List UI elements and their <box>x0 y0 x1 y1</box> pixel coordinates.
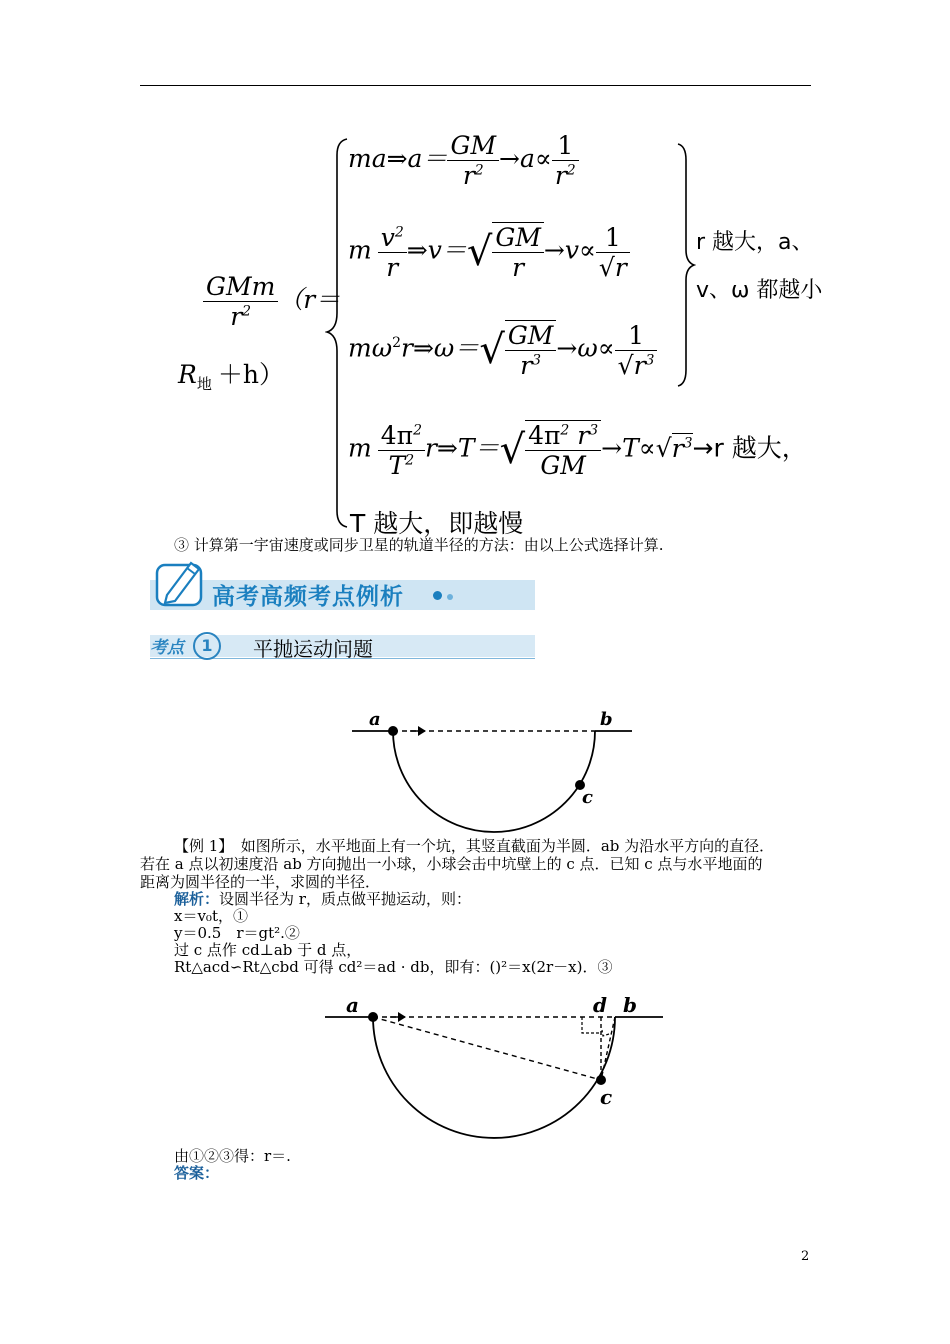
header-rule <box>140 85 811 86</box>
right-brace <box>676 140 696 390</box>
solution-eq-2: y＝0.5 r＝gt².② <box>174 924 300 942</box>
fig2-label-c: c <box>600 1085 613 1109</box>
pencil-icon <box>153 555 211 610</box>
page-number: 2 <box>801 1249 810 1264</box>
banner-dot-small <box>447 594 453 600</box>
formula-right-line-1: r 越大，a、 <box>696 230 814 255</box>
formula-left-term-line2: $R_地 +h$） <box>178 360 284 393</box>
formula-row-1: ma⇒a＝ $\frac{GM}{r^2}$ →a∝ $\frac{1}{r^2}$ <box>348 131 579 190</box>
example-line-2: 若在 a 点以初速度沿 ab 方向抛出一小球，小球会击中坑壁上的 c 点．已知 c 点与水平地面的 <box>140 855 763 873</box>
figure-1-semicircle <box>340 705 640 840</box>
conclusion-text: 由①②③得：r＝. <box>174 1147 291 1165</box>
solution-eq-1: x＝v₀t，① <box>174 907 248 925</box>
kaodian-label: 考点 <box>150 638 184 658</box>
formula-left-term: $\frac{\text{GMm}}{r^2}$ （r＝ <box>203 272 340 331</box>
banner-title: 高考高频考点例析 <box>212 584 404 610</box>
fig1-label-a: a <box>369 709 381 730</box>
solution-intro <box>174 891 471 908</box>
kaodian-number: 1 <box>193 632 221 660</box>
banner-dot-large <box>433 591 442 600</box>
kaodian-title: 平抛运动问题 <box>253 637 373 661</box>
formula-row-3: $m\omega^2r\Rightarrow\omega=√$ $\frac{GM}{r^3}$ →ω∝ $\frac{1}{√r^3}$ <box>348 320 657 380</box>
example-line-3: 距离为圆半径的一半，求圆的半径． <box>140 873 381 891</box>
formula-right-line-2: v、ω 都越小 <box>696 278 823 303</box>
example-line-1: 【例 1】 如图所示，水平地面上有一个坑，其竖直截面为半圆．ab 为沿水平方向的直径． <box>174 837 775 855</box>
fig1-label-c: c <box>582 787 593 808</box>
fig1-label-b: b <box>600 709 613 730</box>
solution-text: 设圆半径为 r，质点做平抛运动，则： <box>219 890 471 908</box>
solution-label: 解析： <box>174 890 220 908</box>
answer-label: 答案： <box>174 1164 220 1182</box>
solution-eq-4: Rt△acd∽Rt△cbd 可得 cd²＝ad · db，即有：()²＝x(2r－x)．③ <box>174 958 613 976</box>
figure-2-semicircle <box>320 990 665 1150</box>
item-3-text: ③ 计算第一宇宙速度或同步卫星的轨道半径的方法：由以上公式选择计算. <box>174 536 664 554</box>
formula-row-4: m $\frac{4\pi^2}{T^2}$ r⇒T＝√ $\frac{4\pi^2 r^3}{GM}$ $\to T\propto√r^3\to r$ 越大， <box>348 420 807 480</box>
fig2-label-a: a <box>346 993 359 1017</box>
formula-row-2: m $\frac{v^2}{r}$ ⇒v＝√ $\frac{GM}{r}$ →v∝ $\frac{1}{√r}$ <box>348 222 630 282</box>
fig2-label-b: b <box>623 993 637 1017</box>
formula-row-5: T 越大，即越慢 <box>350 509 524 538</box>
solution-eq-3: 过 c 点作 cd⊥ab 于 d 点， <box>174 941 362 959</box>
fig2-label-d: d <box>593 993 607 1017</box>
